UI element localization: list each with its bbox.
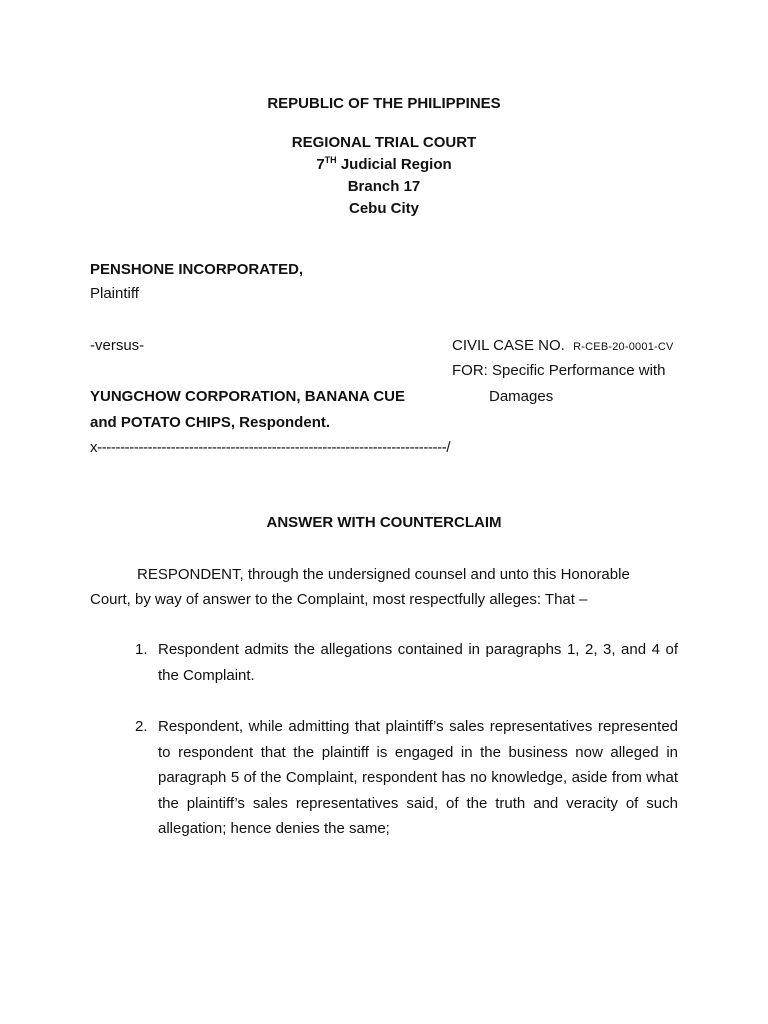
- plaintiff-name: PENSHONE INCORPORATED,: [90, 261, 304, 278]
- region-text: Judicial Region: [336, 156, 452, 173]
- respondent-line1: YUNGCHOW CORPORATION, BANANA CUE: [90, 388, 405, 405]
- case-nature-line1: Specific Performance with: [492, 362, 666, 379]
- case-number-value: R-CEB-20-0001-CV: [573, 341, 674, 353]
- republic-heading: REPUBLIC OF THE PHILIPPINES: [267, 95, 501, 112]
- case-number-label: CIVIL CASE NO.: [452, 337, 565, 354]
- city-heading: Cebu City: [348, 200, 419, 217]
- case-number: [452, 335, 674, 358]
- versus-label: -versus-: [90, 337, 145, 354]
- court-heading: REGIONAL TRIAL COURT: [291, 134, 477, 151]
- region-number: 7: [316, 156, 325, 173]
- case-nature-label: FOR:: [452, 362, 488, 379]
- intro-line-1: RESPONDENT, through the undersigned counsel and unto this Honorable: [137, 566, 630, 583]
- region-heading: [0, 154, 768, 176]
- case-nature-line2: Damages: [489, 388, 554, 405]
- list-item-number: 2.: [135, 718, 148, 735]
- region-ordinal-suffix: TH: [324, 155, 337, 165]
- list-item-text: Respondent admits the allegations contained in paragraphs 1, 2, 3, and 4 of the Complaint.: [158, 641, 678, 684]
- plaintiff-role: Plaintiff: [90, 285, 139, 302]
- respondent-line2: and POTATO CHIPS, Respondent.: [90, 414, 331, 431]
- branch-heading: Branch 17: [347, 178, 421, 195]
- document-title: ANSWER WITH COUNTERCLAIM: [266, 514, 502, 531]
- list-item-number: 1.: [135, 641, 148, 658]
- caption-divider: x----------------------------------------------------------------------------/: [90, 439, 451, 456]
- case-nature: [452, 360, 665, 382]
- list-item-text: Respondent, while admitting that plaintiff’s sales representatives represented to respondent that the plaintiff is engaged in the business now alleged in paragraph 5 of the Complaint, respondent has no knowledge, aside from what the plaintiff’s sales representatives said, of the truth and veracity of such allegation; hence denies the same;: [158, 718, 678, 837]
- intro-line-2: Court, by way of answer to the Complaint, most respectfully alleges: That –: [90, 591, 588, 608]
